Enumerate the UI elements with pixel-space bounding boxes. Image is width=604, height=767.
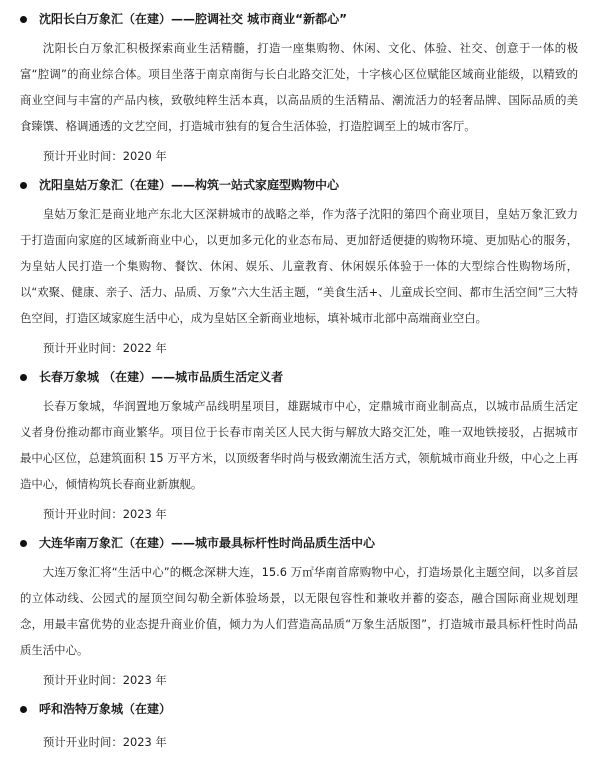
section-heading bbox=[18, 367, 578, 387]
opening-date: 预计开业时间：2022 年 bbox=[43, 341, 167, 355]
bullet-icon bbox=[20, 182, 27, 189]
project-section-dalian-huanan bbox=[18, 533, 578, 693]
bullet-icon bbox=[20, 374, 27, 381]
bullet-icon bbox=[20, 16, 27, 23]
section-title: 沈阳长白万象汇（在建）——腔调社交 城市商业“新都心” bbox=[39, 12, 347, 26]
section-title: 呼和浩特万象城（在建） bbox=[39, 702, 172, 716]
section-title: 沈阳皇姑万象汇（在建）——构筑一站式家庭型购物中心 bbox=[39, 178, 340, 192]
section-description: 长春万象城，华润置地万象城产品线明星项目，雄踞城市中心，定鼎城市商业制高点，以城市品质生活定义者身份推动都市商业繁华。项目位于长春市南关区人民大街与解放大路交汇处，唯一双地铁接驳，占据城市最中心区位，总建筑面积 15 万平方米，以顶级奢华时尚与极致潮流生活方式，领航城市商业升级，中心之上再造中心，倾情构筑长春商业新旗舰。 bbox=[20, 399, 578, 491]
section-heading bbox=[18, 533, 578, 553]
project-section-changchun bbox=[18, 367, 578, 527]
project-section-hohhot bbox=[18, 699, 578, 755]
opening-date: 预计开业时间：2023 年 bbox=[43, 673, 167, 687]
project-section-shenyang-changbai bbox=[18, 9, 578, 169]
section-description: 皇姑万象汇是商业地产东北大区深耕城市的战略之举，作为落子沈阳的第四个商业项目，皇姑万象汇致力于打造面向家庭的区域新商业中心，以更加多元化的业态布局、更加舒适便捷的购物环境、更加贴心的服务，为皇姑人民打造一个集购物、餐饮、休闲、娱乐、儿童教育、休闲娱乐体验于一体的大型综合性购物场所，以“欢聚、健康、亲子、活力、品质、万象”六大生活主题，“美食生活+、儿童成长空间、都市生活空间”三大特色空间，打造区域家庭生活中心，成为皇姑区全新商业地标，填补城市北部中高端商业空白。 bbox=[20, 207, 578, 325]
section-heading bbox=[18, 9, 578, 29]
project-section-shenyang-huanggu bbox=[18, 175, 578, 361]
section-heading bbox=[18, 699, 578, 719]
bullet-icon bbox=[20, 540, 27, 547]
opening-date: 预计开业时间：2023 年 bbox=[43, 735, 167, 749]
opening-date: 预计开业时间：2020 年 bbox=[43, 149, 167, 163]
opening-date: 预计开业时间：2023 年 bbox=[43, 507, 167, 521]
section-title: 长春万象城 （在建）——城市品质生活定义者 bbox=[39, 370, 284, 384]
bullet-icon bbox=[20, 706, 27, 713]
section-title: 大连华南万象汇（在建）——城市最具标杆性时尚品质生活中心 bbox=[39, 536, 376, 550]
section-heading bbox=[18, 175, 578, 195]
section-description: 沈阳长白万象汇积极探索商业生活精髓，打造一座集购物、休闲、文化、体验、社交、创意于一体的极富“腔调”的商业综合体。项目坐落于南京南街与长白北路交汇处，十字核心区位赋能区域商业能级，以精致的商业空间与丰富的产品内核，致敬纯粹生活本真，以高品质的生活精品、潮流活力的轻奢品牌、国际品质的美食臻馔、格调通透的文艺空间，打造城市独有的复合生活体验，打造腔调至上的城市客厅。 bbox=[20, 41, 578, 133]
section-description: 大连万象汇将“生活中心”的概念深耕大连，15.6 万㎡华南首席购物中心，打造场景化主题空间，以多首层的立体动线、公园式的屋顶空间勾勒全新体验场景，以无限包容性和兼收并蓄的姿态，融合国际商业规划理念，用最丰富优势的业态提升商业价值，倾力为人们营造高品质“万象生活版图”，打造城市最具标杆性时尚品质生活中心。 bbox=[20, 565, 578, 657]
